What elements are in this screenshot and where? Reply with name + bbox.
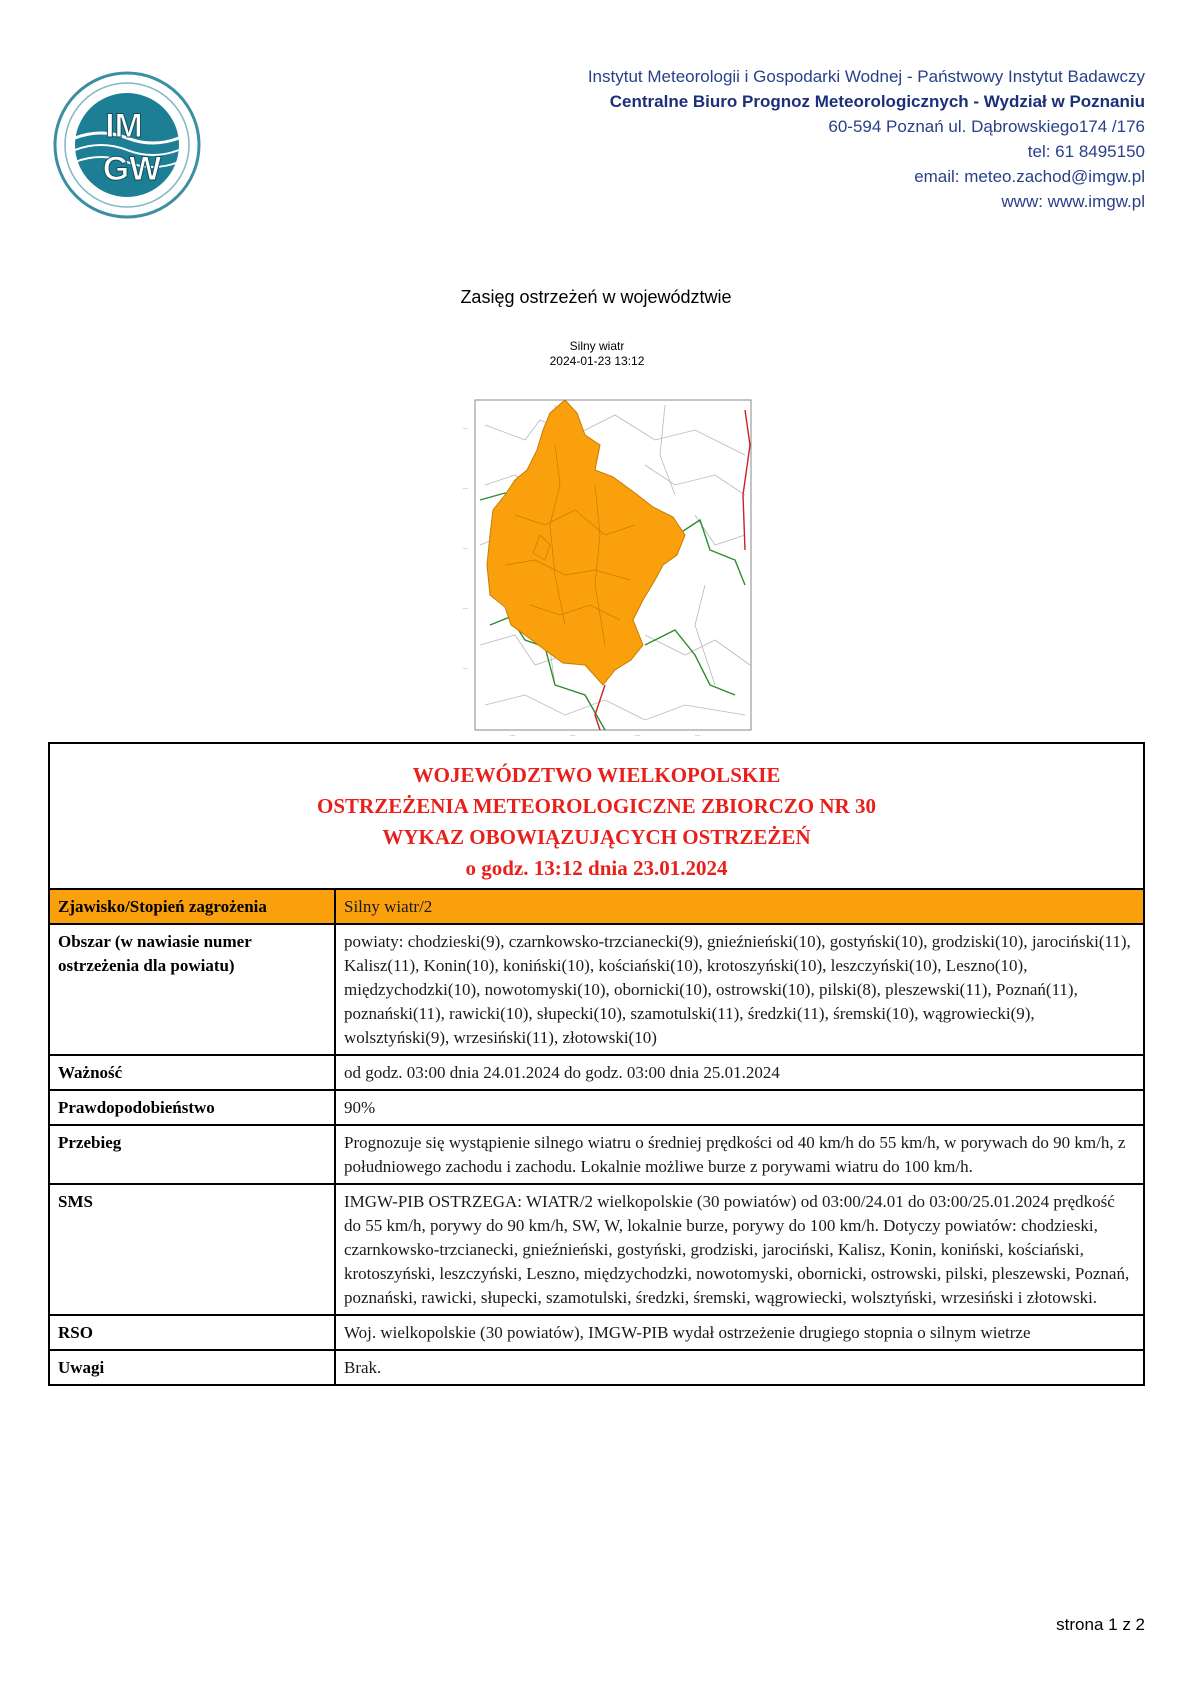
office-name: Centralne Biuro Prognoz Meteorologicznych - Wydział w Poznaniu	[609, 92, 1145, 111]
table-row	[49, 1125, 1144, 1184]
svg-text:---: ---	[463, 606, 469, 612]
row-value-validity: od godz. 03:00 dnia 24.01.2024 do godz. 03:00 dnia 25.01.2024	[335, 1055, 1144, 1090]
header-bulletin: OSTRZEŻENIA METEOROLOGICZNE ZBIORCZO NR 30	[317, 794, 876, 818]
institute-name: Instytut Meteorologii i Gospodarki Wodnej - Państwowy Instytut Badawczy	[587, 67, 1145, 86]
row-value-rso: Woj. wielkopolskie (30 powiatów), IMGW-PIB wydał ostrzeżenie drugiego stopnia o silnym wietrze	[335, 1315, 1144, 1350]
row-value-probability: 90%	[335, 1090, 1144, 1125]
header-voivodeship: WOJEWÓDZTWO WIELKOPOLSKIE	[412, 763, 781, 787]
header-issued-time: o godz. 13:12 dnia 23.01.2024	[465, 856, 728, 880]
row-label-course: Przebieg	[49, 1125, 335, 1184]
row-value-course: Prognozuje się wystąpienie silnego wiatru o średniej prędkości od 40 km/h do 55 km/h, w porywach do 90 km/h, z południowego zachodu i zachodu. Lokalnie możliwe burze z porywami wiatru do 100 km/h.	[335, 1125, 1144, 1184]
logo-text-top: IM	[105, 107, 143, 145]
table-row	[49, 1315, 1144, 1350]
row-label-rso: RSO	[49, 1315, 335, 1350]
svg-text:---: ---	[463, 486, 469, 492]
table-row	[49, 1055, 1144, 1090]
row-label-sms: SMS	[49, 1184, 335, 1315]
table-row	[49, 1350, 1144, 1385]
svg-text:---: ---	[570, 733, 576, 739]
phone: tel: 61 8495150	[1027, 142, 1145, 161]
svg-text:---: ---	[463, 666, 469, 672]
row-value-phenomenon: Silny wiatr/2	[335, 889, 1144, 924]
map-caption-datetime: 2024-01-23 13:12	[549, 354, 645, 368]
logo-text-bottom: GW	[102, 150, 162, 188]
svg-text:---: ---	[463, 546, 469, 552]
warning-map	[445, 385, 755, 745]
row-label-area: Obszar (w nawiasie numer ostrzeżenia dla powiatu)	[49, 924, 335, 1055]
svg-text:---: ---	[510, 733, 516, 739]
organization-header	[588, 64, 1145, 214]
table-header	[49, 743, 1144, 889]
map-caption	[497, 339, 697, 369]
svg-text:---: ---	[635, 733, 641, 739]
svg-text:---: ---	[695, 733, 701, 739]
table-row	[49, 1184, 1144, 1315]
page-number: strona 1 z 2	[1056, 1615, 1145, 1634]
row-value-remarks: Brak.	[335, 1350, 1144, 1385]
table-row	[49, 1090, 1144, 1125]
row-label-probability: Prawdopodobieństwo	[49, 1090, 335, 1125]
map-caption-phenomenon: Silny wiatr	[569, 339, 625, 353]
table-row	[49, 924, 1144, 1055]
website[interactable]: www: www.imgw.pl	[1001, 192, 1145, 211]
row-value-sms: IMGW-PIB OSTRZEGA: WIATR/2 wielkopolskie (30 powiatów) od 03:00/24.01 do 03:00/25.01.2024 prędkość do 55 km/h, porywy do 90 km/h, SW, W, lokalnie burze, porywy do 100 km/h. Dotyczy powiatów: chodzieski, czarnkowsko-trzcianecki, gnieźnieński, gostyński, grodziski, jarociński, Kalisz, Konin, koniński, kościański, krotoszyński, leszczyński, Leszno, międzychodzki, nowotomyski, obornicki, ostrowski, pilski, pleszewski, Poznań, poznański, rawicki, słupecki, szamotulski, średzki, śremski, wągrowiecki, wolsztyński, wrzesiński i złotowski.	[335, 1184, 1144, 1315]
email[interactable]: email: meteo.zachod@imgw.pl	[914, 167, 1145, 186]
row-label-validity: Ważność	[49, 1055, 335, 1090]
section-title: Zasięg ostrzeżeń w województwie	[460, 287, 732, 307]
header-list-title: WYKAZ OBOWIĄZUJĄCYCH OSTRZEŻEŃ	[382, 825, 811, 849]
row-label-remarks: Uwagi	[49, 1350, 335, 1385]
row-value-area: powiaty: chodzieski(9), czarnkowsko-trzcianecki(9), gnieźnieński(10), gostyński(10), grodziski(10), jarociński(11), Kalisz(11), Konin(10), koniński(10), kościański(10), krotoszyński(10), leszczyński(10), Leszno(10), międzychodzki(10), nowotomyski(10), obornicki(10), ostrowski(10), pilski(8), pleszewski(11), Poznań(11), poznański(11), rawicki(10), słupecki(10), szamotulski(11), średzki(11), śremski(10), wągrowiecki(9), wolsztyński(9), wrzesiński(11), złotowski(10)	[335, 924, 1144, 1055]
row-label-phenomenon: Zjawisko/Stopień zagrożenia	[49, 889, 335, 924]
table-header-row	[49, 743, 1144, 889]
address: 60-594 Poznań ul. Dąbrowskiego174 /176	[828, 117, 1145, 136]
imgw-logo	[52, 70, 202, 220]
table-row	[49, 889, 1144, 924]
svg-text:---: ---	[463, 426, 469, 432]
warning-table	[48, 742, 1145, 1386]
